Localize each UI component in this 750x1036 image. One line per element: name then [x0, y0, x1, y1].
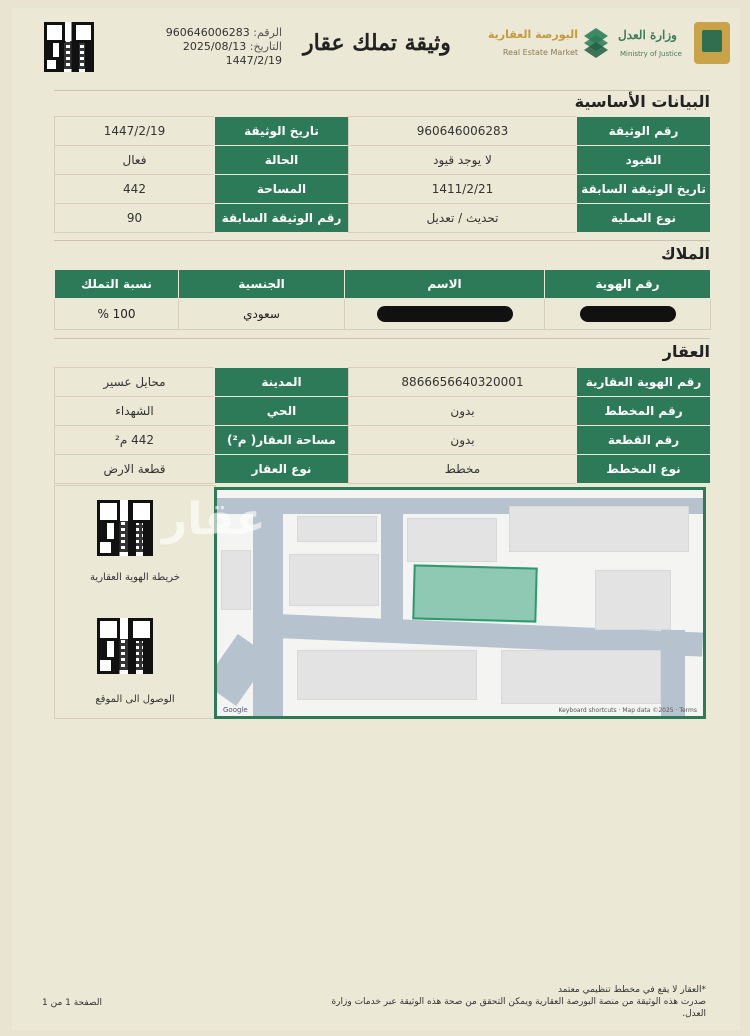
value-cell: فعال: [55, 146, 215, 175]
label-cell: القيود: [577, 146, 711, 175]
map-building: [297, 650, 477, 700]
table-row: [55, 368, 711, 397]
document-qr-code[interactable]: [44, 22, 94, 72]
table-header-row: [55, 270, 711, 299]
rem-logo-english: Real Estate Market: [502, 48, 578, 57]
table-row: [55, 299, 711, 330]
owners-section-title: الملاك: [660, 244, 710, 263]
map-building: [595, 570, 671, 630]
qr-map-caption: خريطة الهوية العقارية: [90, 572, 180, 583]
label-cell: رقم الوثيقة: [577, 117, 711, 146]
map-attribution[interactable]: Keyboard shortcuts · Map data ©2025 · Terms: [558, 707, 697, 714]
map-building: [289, 554, 379, 606]
column-header-share: نسبة التملك: [55, 270, 179, 299]
section-divider: [54, 338, 710, 339]
watermark: عقار: [162, 494, 266, 545]
value-cell: 442: [55, 175, 215, 204]
label-cell: رقم الهوية العقارية: [577, 368, 711, 397]
label-cell: الحي: [215, 397, 349, 426]
qr-location-caption: الوصول الى الموقع: [95, 694, 175, 705]
table-row: [55, 146, 711, 175]
map-road: [381, 500, 403, 620]
label-cell: نوع العقار: [215, 455, 349, 484]
rem-logo-arabic: البورصة العقارية: [487, 28, 578, 41]
property-section-title: العقار: [662, 342, 710, 361]
real-estate-market-logo: [486, 24, 610, 66]
property-data-table: [54, 367, 711, 484]
owner-id-cell: [545, 299, 711, 330]
number-label: الرقم:: [253, 26, 282, 39]
ownership-document: [12, 8, 740, 1030]
value-cell: 960646006283: [349, 117, 577, 146]
basic-section-title: البيانات الأساسية: [574, 92, 710, 111]
owners-table: [54, 269, 711, 330]
label-cell: الحالة: [215, 146, 349, 175]
table-row: [55, 397, 711, 426]
column-header-name: الاسم: [345, 270, 545, 299]
document-header: [12, 8, 740, 88]
map-road: [661, 630, 685, 719]
date-gregorian: 2025/08/13: [182, 40, 247, 53]
label-cell: رقم القطعة: [577, 426, 711, 455]
page-number: الصفحة 1 من 1: [42, 998, 102, 1008]
location-qr-code[interactable]: [97, 618, 153, 674]
number-value: 960646006283: [165, 26, 250, 39]
label-cell: نوع المخطط: [577, 455, 711, 484]
basic-data-table: [54, 116, 711, 233]
label-cell: المساحة: [215, 175, 349, 204]
footer-note: *العقار لا يقع في مخطط تنظيمي معتمد: [557, 985, 706, 995]
table-row: [55, 204, 711, 233]
footer-notes: [306, 984, 706, 1020]
owner-share-cell: 100 %: [55, 299, 179, 330]
stacked-bars-icon: [582, 26, 610, 60]
value-cell: 442 م²: [55, 426, 215, 455]
value-cell: 8866656640320001: [349, 368, 577, 397]
value-cell: لا يوجد قيود: [349, 146, 577, 175]
map-building: [509, 506, 689, 552]
moj-logo-english: Ministry of Justice: [620, 50, 682, 58]
ministry-of-justice-logo: [618, 20, 730, 70]
map-building: [501, 650, 661, 704]
label-cell: تاريخ الوثيقة: [215, 117, 349, 146]
label-cell: رقم المخطط: [577, 397, 711, 426]
label-cell: تاريخ الوثيقة السابقة: [577, 175, 711, 204]
value-cell: 1411/2/21: [349, 175, 577, 204]
value-cell: 1447/2/19: [55, 117, 215, 146]
document-title: وثيقة تملك عقار: [303, 30, 451, 56]
redaction-mark: [580, 306, 676, 322]
value-cell: 90: [55, 204, 215, 233]
value-cell: بدون: [349, 397, 577, 426]
map-building: [221, 550, 251, 610]
moj-logo-arabic: وزارة العدل: [618, 28, 677, 42]
date-label: التاريخ:: [249, 40, 282, 53]
value-cell: محايل عسير: [55, 368, 215, 397]
value-cell: تحديث / تعديل: [349, 204, 577, 233]
value-cell: بدون: [349, 426, 577, 455]
table-row: [55, 117, 711, 146]
label-cell: رقم الوثيقة السابقة: [215, 204, 349, 233]
value-cell: مخطط: [349, 455, 577, 484]
property-parcel[interactable]: [412, 564, 537, 622]
property-map[interactable]: [214, 487, 706, 719]
owner-name-cell: [345, 299, 545, 330]
value-cell: الشهداء: [55, 397, 215, 426]
redaction-mark: [377, 306, 513, 322]
column-header-nationality: الجنسية: [179, 270, 345, 299]
map-building: [297, 516, 377, 542]
footer-note: صدرت هذه الوثيقة من منصة البورصة العقارية ويمكن التحقق من صحة هذه الوثيقة عبر خدمات وزارة العدل.: [331, 997, 706, 1019]
table-row: [55, 426, 711, 455]
owner-nationality-cell: سعودي: [179, 299, 345, 330]
value-cell: قطعة الارض: [55, 455, 215, 484]
map-badge: Google: [223, 706, 248, 714]
table-row: [55, 175, 711, 204]
emblem-icon: [694, 22, 730, 64]
map-building: [407, 518, 497, 562]
label-cell: المدينة: [215, 368, 349, 397]
document-meta: [142, 26, 282, 68]
section-divider: [54, 240, 710, 241]
date-hijri: 1447/2/19: [225, 54, 282, 67]
label-cell: مساحة العقار( م²): [215, 426, 349, 455]
label-cell: نوع العملية: [577, 204, 711, 233]
column-header-id: رقم الهوية: [545, 270, 711, 299]
property-map-qr-code[interactable]: [97, 500, 153, 556]
header-divider: [54, 90, 710, 91]
table-row: [55, 455, 711, 484]
